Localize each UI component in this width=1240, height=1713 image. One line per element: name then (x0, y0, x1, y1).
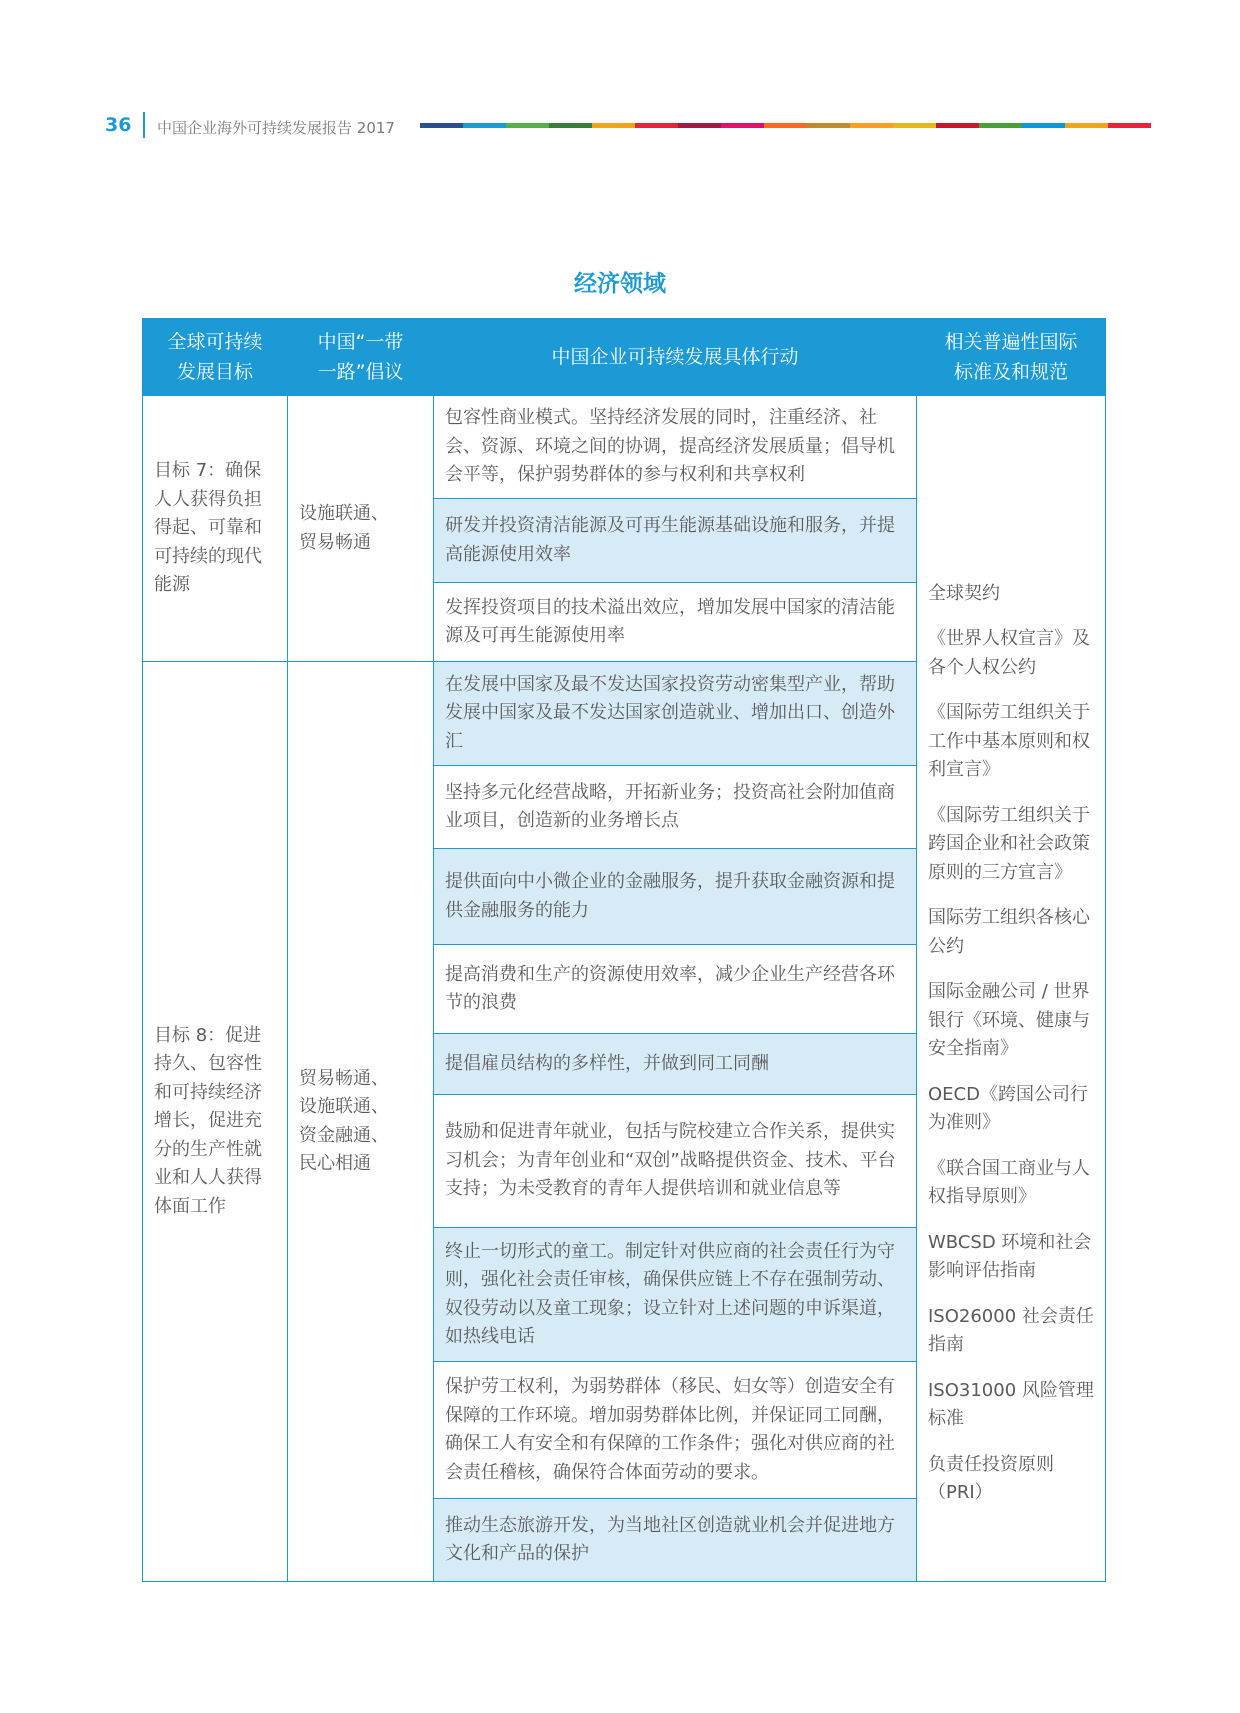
color-bar-segment (764, 123, 807, 128)
sdg-color-bar (420, 123, 1151, 128)
color-bar-segment (1022, 123, 1065, 128)
action-cell: 坚持多元化经营战略，开拓新业务；投资高社会附加值商业项目，创造新的业务增长点 (434, 766, 917, 849)
initiative-cell: 贸易畅通、 设施联通、 资金融通、 民心相通 (288, 662, 434, 1582)
color-bar-segment (893, 123, 936, 128)
standard-item: WBCSD 环境和社会影响评估指南 (928, 1231, 1092, 1281)
sdg-action-table (142, 318, 1106, 1582)
page-number: 36 (105, 114, 132, 136)
standard-item: 《国际劳工组织关于跨国企业和社会政策原则的三方宣言》 (928, 804, 1090, 883)
color-bar-segment (1108, 123, 1151, 128)
color-bar-segment (506, 123, 549, 128)
action-cell: 包容性商业模式。坚持经济发展的同时，注重经济、社会、资源、环境之间的协调，提高经济发展质量；倡导机会平等，保护弱势群体的参与权利和共享权利 (434, 396, 917, 499)
table-row (143, 396, 1106, 499)
page-header (105, 112, 1105, 142)
standards-cell (917, 396, 1106, 1582)
action-cell: 推动生态旅游开发，为当地社区创造就业机会并促进地方文化和产品的保护 (434, 1499, 917, 1582)
standard-item: 全球契约 (928, 582, 1000, 604)
standard-item: OECD《跨国公司行为准则》 (928, 1083, 1088, 1133)
header-goal: 全球可持续 发展目标 (143, 319, 288, 396)
standard-item: ISO26000 社会责任指南 (928, 1305, 1094, 1355)
table-header-row (143, 319, 1106, 396)
report-title: 中国企业海外可持续发展报告 2017 (157, 119, 395, 137)
header-divider (143, 112, 145, 138)
initiative-cell: 设施联通、 贸易畅通 (288, 396, 434, 662)
action-cell: 终止一切形式的童工。制定针对供应商的社会责任行为守则，强化社会责任审核，确保供应链上不存在强制劳动、奴役劳动以及童工现象；设立针对上述问题的申诉渠道，如热线电话 (434, 1228, 917, 1362)
standard-item: 负责任投资原则（PRI） (928, 1453, 1054, 1503)
goal-cell: 目标 8：促进持久、包容性和可持续经济增长，促进充分的生产性就业和人人获得体面工作 (143, 662, 288, 1582)
action-cell: 研发并投资清洁能源及可再生能源基础设施和服务，并提高能源使用效率 (434, 499, 917, 583)
standard-item: 国际金融公司 / 世界银行《环境、健康与安全指南》 (928, 981, 1090, 1059)
action-cell: 发挥投资项目的技术溢出效应，增加发展中国家的清洁能源及可再生能源使用率 (434, 583, 917, 662)
header-standards: 相关普遍性国际 标准及和规范 (917, 319, 1106, 396)
action-cell: 提供面向中小微企业的金融服务，提升获取金融资源和提供金融服务的能力 (434, 849, 917, 945)
color-bar-segment (1065, 123, 1108, 128)
action-cell: 在发展中国家及最不发达国家投资劳动密集型产业，帮助发展中国家及最不发达国家创造就业、增加出口、创造外汇 (434, 662, 917, 766)
standard-item: 《世界人权宣言》及各个人权公约 (928, 628, 1090, 678)
action-cell: 保护劳工权利，为弱势群体（移民、妇女等）创造安全有保障的工作环境。增加弱势群体比例，并保证同工同酬，确保工人有安全和有保障的工作条件；强化对供应商的社会责任稽核，确保符合体面劳动的要求。 (434, 1362, 917, 1499)
color-bar-segment (979, 123, 1022, 128)
action-cell: 鼓励和促进青年就业，包括与院校建立合作关系，提供实习机会；为青年创业和“双创”战略提供资金、技术、平台支持；为未受教育的青年人提供培训和就业信息等 (434, 1095, 917, 1228)
standard-item: 国际劳工组织各核心公约 (928, 907, 1090, 957)
color-bar-segment (721, 123, 764, 128)
color-bar-segment (807, 123, 850, 128)
color-bar-segment (635, 123, 678, 128)
color-bar-segment (549, 123, 592, 128)
color-bar-segment (850, 123, 893, 128)
standard-item: 《联合国工商业与人权指导原则》 (928, 1157, 1090, 1207)
header-actions: 中国企业可持续发展具体行动 (434, 319, 917, 396)
header-initiative: 中国“一带 一路”倡议 (288, 319, 434, 396)
action-cell: 提高消费和生产的资源使用效率，减少企业生产经营各环节的浪费 (434, 945, 917, 1034)
goal-cell: 目标 7：确保人人获得负担得起、可靠和可持续的现代能源 (143, 396, 288, 662)
section-title: 经济领域 (574, 271, 666, 297)
standard-item: 《国际劳工组织关于工作中基本原则和权利宣言》 (928, 702, 1090, 780)
action-cell: 提倡雇员结构的多样性，并做到同工同酬 (434, 1034, 917, 1095)
standard-item: ISO31000 风险管理标准 (928, 1379, 1094, 1429)
color-bar-segment (592, 123, 635, 128)
color-bar-segment (420, 123, 463, 128)
color-bar-segment (463, 123, 506, 128)
color-bar-segment (678, 123, 721, 128)
color-bar-segment (936, 123, 979, 128)
